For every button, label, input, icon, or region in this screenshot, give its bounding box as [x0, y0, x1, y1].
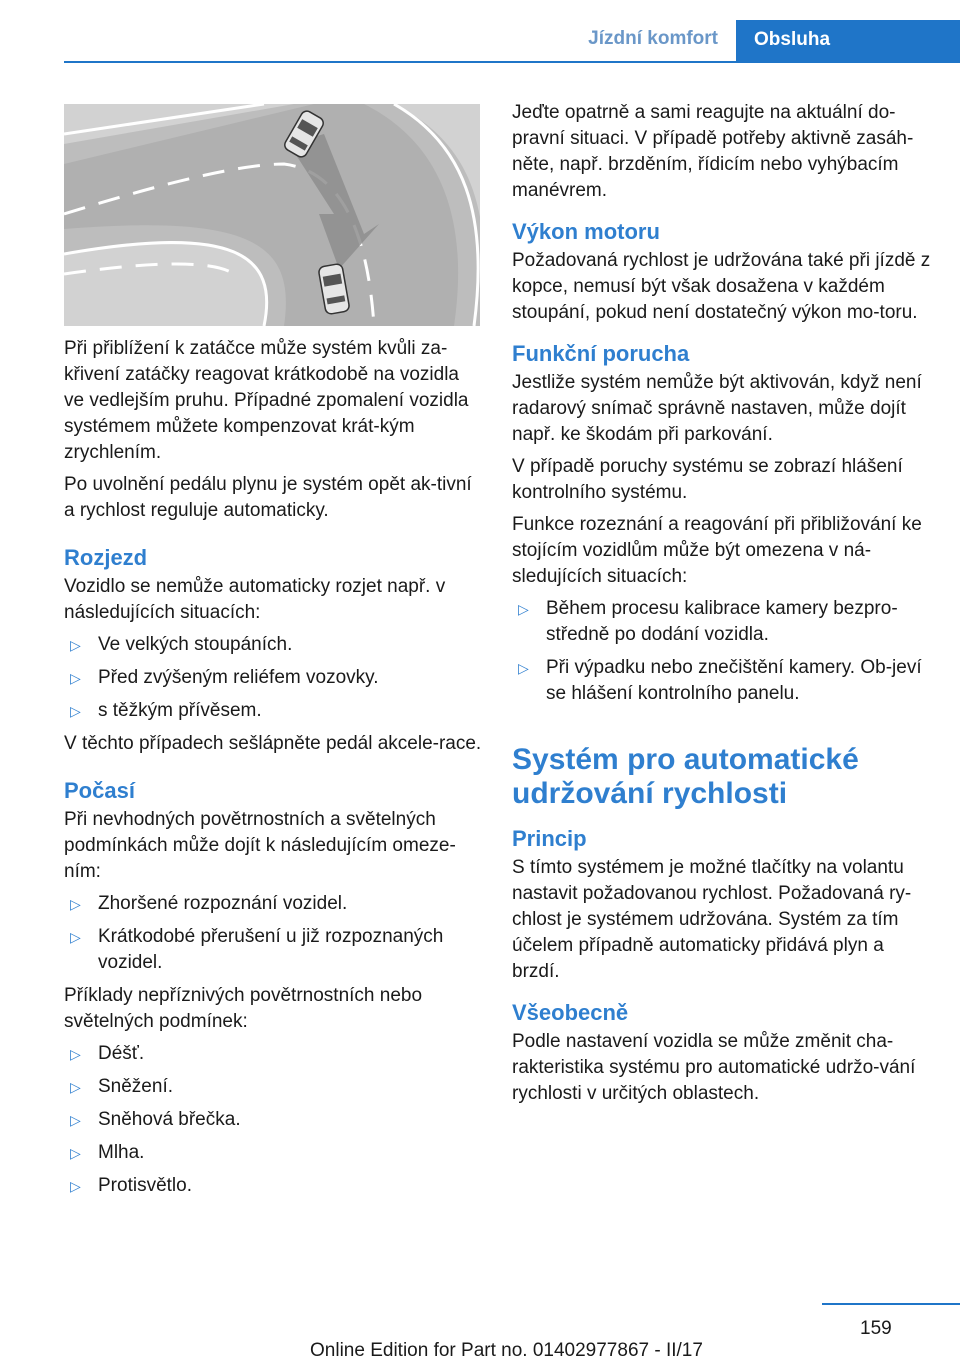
list-item: ▷ Protisvětlo.	[64, 1173, 482, 1199]
list-item: ▷ Sněžení.	[64, 1074, 482, 1100]
paragraph: V těchto případech sešlápněte pedál akcele‐race.	[64, 733, 482, 754]
paragraph: Vozidlo se nemůže automaticky rozjet např. v následujících situacích:	[64, 576, 446, 623]
chapter-tab: Obsluha	[736, 20, 960, 62]
triangle-bullet-icon: ▷	[70, 929, 81, 945]
curve-illustration	[64, 104, 482, 326]
list-podminky	[64, 1041, 482, 1199]
list-item: ▷ Zhoršené rozpoznání vozidel.	[64, 891, 482, 917]
edition-note: Online Edition for Part no. 01402977867 - II/17	[310, 1340, 703, 1361]
triangle-bullet-icon: ▷	[70, 703, 81, 719]
list-item: ▷ Před zvýšeným reliéfem vozovky.	[64, 665, 482, 691]
page-header	[0, 0, 960, 62]
triangle-bullet-icon: ▷	[70, 1046, 81, 1062]
list-item: ▷ Mlha.	[64, 1140, 482, 1166]
heading-rozjezd: Rozjezd	[64, 545, 148, 570]
paragraph: Při nevhodných povětrnostních a světelných podmínkách může dojít k následujícím omeze‐ním:	[64, 809, 456, 882]
list-item: ▷ Během procesu kalibrace kamery bezpro‐středně po dodání vozidla.	[518, 598, 898, 645]
header-rule	[64, 61, 960, 63]
paragraph: Jeďte opatrně a sami reagujte na aktuální do‐pravní situaci. V případě potřeby aktivně zasáh‐něte, např. brzděním, řídicím nebo vyhýbacím manévrem.	[512, 102, 914, 201]
road-curve-illustration	[64, 104, 480, 326]
list-omezeni	[64, 891, 482, 976]
paragraph: Příklady nepříznivých povětrnostních nebo světelných podmínek:	[64, 985, 423, 1032]
right-column	[512, 100, 932, 1113]
triangle-bullet-icon: ▷	[70, 896, 81, 912]
paragraph: S tímto systémem je možné tlačítky na volantu nastavit požadovanou rychlost. Požadovaná ry‐chlost je systémem udržována. Systém za tím účelem případně automaticky přidává plyn a brzdí.	[512, 857, 912, 982]
paragraph: Podle nastavení vozidla se může změnit cha‐rakteristika systému pro automatické udržo‐vání rychlosti v určitých oblastech.	[512, 1031, 916, 1104]
triangle-bullet-icon: ▷	[70, 637, 81, 653]
footer-rule	[822, 1303, 960, 1305]
heading-funkcni-porucha: Funkční porucha	[512, 341, 690, 366]
paragraph: Funkce rozeznání a reagování při přibližování ke stojícím vozidlům může být omezena v ná‐sledujících situacích:	[512, 514, 922, 587]
section-tab: Jízdní komfort	[588, 28, 718, 49]
triangle-bullet-icon: ▷	[70, 1079, 81, 1095]
heading-vykon-motoru: Výkon motoru	[512, 219, 660, 244]
heading-pocasi: Počasí	[64, 778, 135, 803]
list-item: ▷ Ve velkých stoupáních.	[64, 632, 482, 658]
list-item: ▷ Déšť.	[64, 1041, 482, 1067]
triangle-bullet-icon: ▷	[70, 670, 81, 686]
paragraph: Při přiblížení k zatáčce může systém kvůli za‐křivení zatáčky reagovat krátkodobě na vozidla ve vedlejším pruhu. Případné zpomalení vozidla systémem můžete kompenzovat krát‐kým zrychlením.	[64, 338, 469, 463]
paragraph: Po uvolnění pedálu plynu je systém opět ak‐tivní a rychlost reguluje automaticky.	[64, 474, 472, 521]
triangle-bullet-icon: ▷	[70, 1178, 81, 1194]
list-item: ▷ Sněhová břečka.	[64, 1107, 482, 1133]
list-item: ▷ s těžkým přívěsem.	[64, 698, 482, 724]
triangle-bullet-icon: ▷	[518, 660, 529, 676]
list-rozjezd	[64, 632, 482, 724]
heading-princip: Princip	[512, 826, 587, 851]
triangle-bullet-icon: ▷	[518, 601, 529, 617]
list-item: ▷ Při výpadku nebo znečištění kamery. Ob‐jeví se hlášení kontrolního panelu.	[518, 657, 922, 704]
list-item: ▷ Krátkodobé přerušení u již rozpoznaných vozidel.	[70, 926, 444, 973]
heading-vseobecne: Všeobecně	[512, 1000, 629, 1025]
triangle-bullet-icon: ▷	[70, 1112, 81, 1128]
section-title: Systém pro automatické udržování rychlosti	[512, 743, 859, 810]
paragraph: Jestliže systém nemůže být aktivován, když není radarový snímač správně nastaven, může dojít např. ke škodám při parkování.	[512, 372, 922, 445]
page-number: 159	[860, 1318, 892, 1339]
triangle-bullet-icon: ▷	[70, 1145, 81, 1161]
paragraph: V případě poruchy systému se zobrazí hlášení kontrolního systému.	[512, 456, 903, 503]
list-omezeni-kamery	[512, 596, 932, 707]
paragraph: Požadovaná rychlost je udržována také při jízdě z kopce, nemusí být však dosažena v každém stoupání, pokud není dostatečný výkon mo‐toru.	[512, 250, 931, 323]
left-column	[64, 104, 482, 1206]
